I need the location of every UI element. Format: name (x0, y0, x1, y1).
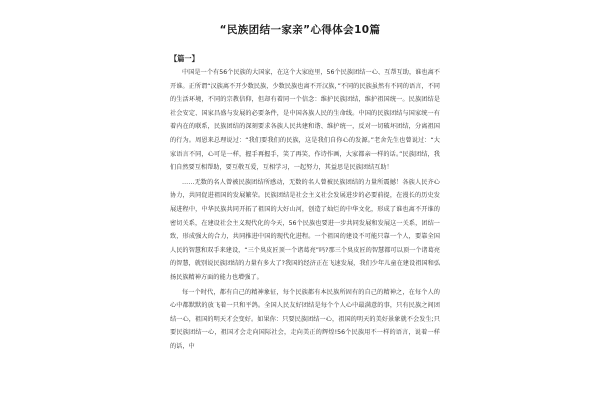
paragraph: 每一个时代，都有自己的精神象征，每个民族都有本民族所固有的自己的精神之，在每个人的心中都默默的放飞着一只和平鸽。全国人民友好团结是每个个人心中最满意的事，只有民族之间团结一心，祖国的明天才会变好。如果你：只要民族团结一心，祖国的明天的美好景象就不会发生;只要民族团结一心，祖国才会走向国际社会，走向美正的辉煌!56个民族用不一样的语言，说着一样的话，中 (170, 288, 440, 350)
section-label: 【篇一】 (170, 54, 199, 63)
document-body (170, 66, 440, 353)
paragraph: 中国是一个有56个民族的大国家，在这个大家庭里，56个民族团结一心、互帮互助，谁也离不开谁。正所谓“汉族离不开少数民族，少数民族也离不开汉族，”不同的民族虽然有不同的语言，不同的生活环境，不同的宗教信仰，但却有着同一个信念：维护民族团结，维护祖国统一。民族团结是社会安定、国家昌盛与发展的必要条件，是中国各族人民的生命线。中国的民族团结与国家统一有着内在的联系，民族团结的深刻要求各族人民共建和谐、维护统一，反对一切破坏团结，分离祖国的行为。周恩来总理说过：“我们要我们的民族，这是我们自你心的发源。”老舍先生也曾说过：“大家语言不同，心可是一样，握手再握手，笑了再笑，作诗作画，大家都亲一样的话。”民族团结，我们自然要互相帮助，要互敬互爱，互相学习，一起努力，其益思是民族团结互助！ (170, 69, 440, 172)
document-title: “民族团结一家亲”心得体会10篇 (219, 24, 381, 36)
paragraph: ……无数的名人曾被民族团结所感动，无数的名人曾被民族团结的力量所震撼！各族人民齐心协力，共同促进祖国的发展繁荣。民族团结是社会主义社会发展进步的必要前提，在漫长的历史发展进程中，中华民族共同开拓了祖国的大好山河，创造了灿烂的中华文化，形成了谁也离不开谁的密切关系，在建设社会主义现代化的今天，56个民族也要进一步共同发展和发展这一关系，团结一致，形成强大的合力，共同推进中国的现代化进程。一个祖国的建设不可能只靠一个人，要靠全国人民的智慧和双手来建设，“三个臭皮匠顶一个诸葛亮”吗?那三个臭皮匠的智慧都可以顶一个诸葛亮的智慧，就别说民族团结的力量有多大了?我国的经济正在飞速发展，我们少年儿童在建设祖国和弘扬民族精神方面的能力也增强了。 (170, 178, 440, 281)
